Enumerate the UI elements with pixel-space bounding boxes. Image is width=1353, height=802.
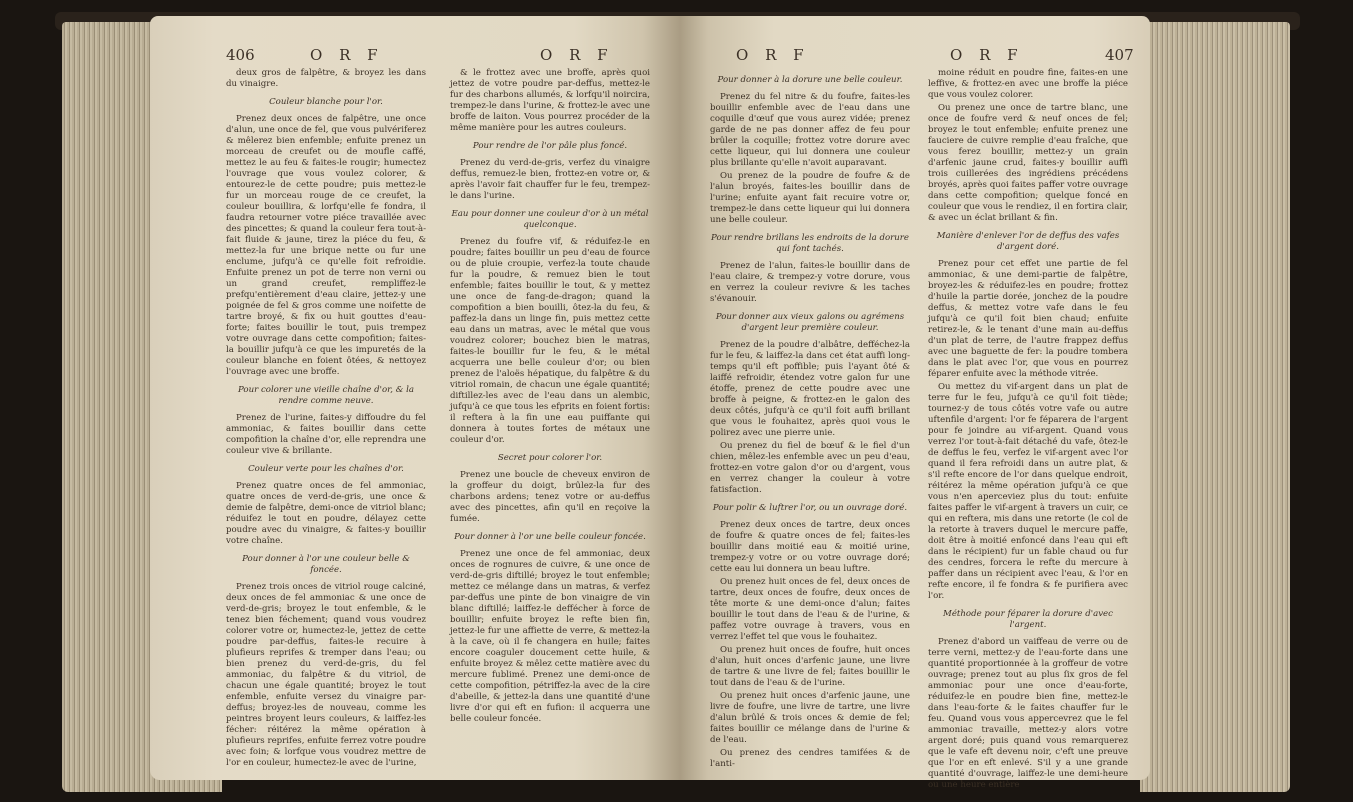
right-running-head: O R F: [736, 46, 810, 64]
paragraph: Prenez d'abord un vaiffeau de verre ou de terre verni, mettez-y de l'eau-forte dans une quantité proportionnée à la groffeur de votre ouvrage; prenez tout au plus ſix gros de fel ammoniac pour une once d'eau-forte, réduifez-le en poudre bien fine, mettez-le dans l'eau-forte & le faites chauffer fur le feu. Quand vous vous appercevrez que le fel ammoniac travaille, mettez-y alors votre argent doré; puis quand vous remarquerez que le vafe eft devenu noir, c'eft une preuve que l'or en eft enlevé. S'il y a une grande quantité d'ouvrage, laiffez-le une demi-heure ou une heure entière: [928, 637, 1128, 790]
section-heading: Pour donner à l'or une belle couleur foncée.: [454, 532, 646, 542]
section-heading: Méthode pour féparer la dorure d'avec l'argent.: [943, 609, 1113, 630]
section-heading: Pour polir & luftrer l'or, ou un ouvrage doré.: [712, 503, 908, 513]
paragraph: Prenez pour cet effet une partie de fel ammoniac, & une demi-partie de falpêtre, broyez-les & réduifez-les en poudre; frottez d'huile la partie dorée, jonchez de la poudre deffus, & mettez votre vafe dans le feu jufqu'à ce qu'il foit bien chaud; enfuite retirez-le, & le tenant d'une main au-deffus d'un plat de terre, de l'autre frappez deffus avec une baguette de fer: la poudre tombera dans le plat avec l'or, que vous en pourrez féparer enfuite avec la méthode vitrée.: [928, 259, 1128, 379]
left-page-number: 406: [226, 46, 255, 64]
section-heading: Pour donner à la dorure une belle couleur.: [717, 75, 903, 85]
paragraph: Prenez du verd-de-gris, verfez du vinaigre deffus, remuez-le bien, frottez-en votre or, & après l'avoir fait chauffer fur le feu, trempez-le dans l'urine.: [450, 158, 650, 201]
right-column-1: [710, 68, 910, 772]
paragraph: Prenez une boucle de cheveux environ de la groffeur du doigt, brûlez-la fur des charbons ardens; tenez votre or au-deffus avec des pincettes, afin qu'il en reçoive la fumée.: [450, 470, 650, 524]
section-heading: Eau pour donner une couleur d'or à un métal quelconque.: [451, 209, 649, 230]
paragraph: Prenez deux onces de tartre, deux onces de foufre & quatre onces de fel; faites-les bouillir dans moitié eau & moitié urine, trempez-y votre or ou votre ouvrage doré; cette eau lui donnera un beau luftre.: [710, 520, 910, 574]
left-running-head-col2: O R F: [540, 46, 614, 64]
paragraph: Prenez de la poudre d'albâtre, defféchez-la fur le feu, & laiffez-la dans cet état auffi long-temps qu'il eft poffible; puis l'ayant ôté & laiffé refroidir, étendez votre galon fur une étoffe, prenez de cette poudre avec une broffe à peigne, & frottez-en le galon des deux côtés, jufqu'à ce qu'il foit auffi brillant que vous le fouhaitez, après quoi vous le polirez avec une pierre unie.: [710, 340, 910, 438]
left-page: [150, 16, 680, 780]
paragraph: Ou prenez de la poudre de foufre & de l'alun broyés, faites-les bouillir dans de l'urine; enfuite ayant fait recuire votre or, trempez-le dans cette liqueur qui lui donnera une belle couleur.: [710, 171, 910, 225]
section-heading: Manière d'enlever l'or de deffus des vafes d'argent doré.: [936, 231, 1120, 252]
paragraph: Ou prenez huit onces de foufre, huit onces d'alun, huit onces d'arfenic jaune, une livre de tartre & une livre de fel; faites bouillir le tout dans de l'eau & de l'urine.: [710, 645, 910, 688]
right-page-edges: [1140, 22, 1290, 792]
left-column-1: [226, 68, 426, 771]
section-heading: Pour donner aux vieux galons ou agrémens d'argent leur première couleur.: [715, 312, 905, 333]
paragraph: Ou prenez du fiel de bœuf & le fiel d'un chien, mêlez-les enfemble avec un peu d'eau, frottez-en votre galon d'or ou d'argent, vous en verrez changer la couleur à votre fatisfaction.: [710, 441, 910, 495]
paragraph: Ou prenez une once de tartre blanc, une once de foufre verd & neuf onces de fel; broyez le tout enfemble; enfuite prenez une fauciere de cuivre remplie d'eau fraîche, que vous ferez bouillir, mettez-y un grain d'arfenic jaune crud, faites-y bouillir auffi trois cuillerées des ingrédiens précédens broyés, après quoi faites paffer votre ouvrage dans cette compofition; quelque foncé en couleur que vous le rendiez, il en fortira clair, & avec un éclat brillant & fin.: [928, 103, 1128, 223]
right-page-number: 407: [1105, 46, 1134, 64]
paragraph: Ou prenez des cendres tamifées & de l'anti-: [710, 748, 910, 769]
paragraph: Ou prenez huit onces de fel, deux onces de tartre, deux onces de foufre, deux onces de tête morte & une demi-once d'alun; faites bouillir le tout dans de l'eau & de l'urine, & paffez votre ouvrage à travers, vous en verrez l'effet tel que vous le fouhaitez.: [710, 577, 910, 642]
paragraph: deux gros de falpêtre, & broyez les dans du vinaigre.: [226, 68, 426, 89]
paragraph: Prenez de l'alun, faites-le bouillir dans de l'eau claire, & trempez-y votre dorure, vous en verrez la couleur revivre & les taches s'évanouir.: [710, 261, 910, 304]
paragraph: Prenez du foufre vif, & réduifez-le en poudre; faites bouillir un peu d'eau de fource ou de pluie croupie, verfez-la toute chaude fur la poudre, & remuez bien le tout enfemble; faites bouillir le tout, & y mettez une once de fang-de-dragon; quand la compofition a bien bouilli, ôtez-la du feu, & paffez-la dans un linge fin, puis mettez cette eau dans un matras, avec le métal que vous voudrez colorer; bouchez bien le matras, faites-le bouillir fur le feu, & le métal acquerra une belle couleur d'or; ou bien prenez de l'aloës hépatique, du falpêtre & du vitriol romain, de chacun une égale quantité; diftillez-les avec de l'eau dans un alembic, jufqu'à ce que tous les efprits en foient fortis: il reftera à la fin une eau puiffante qui donnera à toutes fortes de métaux une couleur d'or.: [450, 237, 650, 445]
paragraph: Ou mettez du vif-argent dans un plat de terre fur le feu, jufqu'à ce qu'il foit tiède; tournez-y de tous côtés votre vafe ou autre uftenfile d'argent: l'or fe féparera de l'argent pour fe joindre au vif-argent. Quand vous verrez l'or tout-à-fait détaché du vafe, ôtez-le de deffus le feu, verfez le vif-argent avec l'or quand il fera refroidi dans un autre plat, & s'il refte encore de l'or dans quelque endroit, réitérez la même opération jufqu'à ce que vous n'en aperceviez plus du tout: enfuite faites paffer le vif-argent à travers un cuir, ce qui en reftera, mis dans une retorte (le col de la retorte à travers duquel le mercure paffe, doit être à moitié enfoncé dans l'eau qui eft dans le récipient) fur un fable chaud ou fur des cendres, forcera le refte du mercure à paffer dans un récipient avec l'eau, & l'or en refte encore, il fe fondra & fe purifiera avec l'or.: [928, 382, 1128, 601]
right-page: [680, 16, 1150, 790]
paragraph: Prenez quatre onces de fel ammoniac, quatre onces de verd-de-gris, une once & demie de falpêtre, demi-once de vitriol blanc; réduifez le tout en poudre, délayez cette poudre avec du vinaigre, & faites-y bouillir votre chaîne.: [226, 481, 426, 546]
left-column-2: [450, 68, 650, 727]
paragraph: Prenez de l'urine, faites-y diffoudre du fel ammoniac, & faites bouillir dans cette compofition la chaîne d'or, elle reprendra une couleur vive & brillante.: [226, 413, 426, 456]
section-heading: Pour colorer une vieille chaîne d'or, & la rendre comme neuve.: [237, 385, 415, 406]
paragraph: Prenez deux onces de falpêtre, une once d'alun, une once de fel, que vous pulvériferez & mêlerez bien enfemble; enfuite prenez un morceau de creufet ou de moufle caffé, mettez le au feu & faites-le rougir; humectez l'ouvrage que vous voulez colorer, & entourez-le de cette poudre; puis mettez-le fur un morceau rouge de ce creufet, la couleur bouillira, & lorfqu'elle fe fondra, il faudra retourner votre piéce travaillée avec des pincettes; & quand la couleur fera tout-à-fait fluide & jaune, tirez la piéce du feu, & mettez-la fur une brique nette ou fur une enclume, jufqu'à ce qu'elle foit refroidie. Enfuite prenez un pot de terre non verni ou un grand creufet, rempliffez-le prefqu'entièrement d'eau claire, jettez-y une poignée de fel & gros comme une noifette de tartre broyé, & fix ou huit gouttes d'eau-forte; faites bouillir le tout, puis trempez votre ouvrage dans cette compofition; faites-la bouillir jufqu'à ce que les impuretés de la couleur blanche en foient ôtées, & nettoyez l'ouvrage avec une broffe.: [226, 114, 426, 377]
paragraph: Prenez une once de fel ammoniac, deux onces de rognures de cuivre, & une once de verd-de-gris diftillé; broyez le tout enfemble; mettez ce mélange dans un matras, & verfez par-deffus une pinte de bon vinaigre de vin blanc diftillé; laiffez-le deffécher à force de bouillir; enfuite broyez le refte bien fin, jettez-le fur une affiette de verre, & mettez-la à la cave, où il fe changera en huile; faites encore coaguler doucement cette huile, & enfuite broyez & mêlez cette matière avec du mercure fublimé. Prenez une demi-once de cette compofition, pétriffez-la avec de la cire d'abeille, & jettez-la dans une quantité d'une livre d'or qui eft en fufion: il acquerra une belle couleur foncée.: [450, 549, 650, 724]
paragraph: & le frottez avec une broffe, après quoi jettez de votre poudre par-deffus, mettez-le fur des charbons allumés, & lorfqu'il noircira, trempez-le dans l'urine, & frottez-le avec une broffe de laiton. Vous pourrez procéder de la même manière pour les autres couleurs.: [450, 68, 650, 133]
right-running-head-col2: O R F: [950, 46, 1024, 64]
section-heading: Couleur verte pour les chaînes d'or.: [248, 464, 404, 474]
section-heading: Secret pour colorer l'or.: [497, 453, 603, 463]
section-heading: Pour rendre brillans les endroits de la dorure qui font tachés.: [711, 233, 909, 254]
left-running-head: O R F: [310, 46, 384, 64]
paragraph: moine réduit en poudre fine, faites-en une leffive, & frottez-en avec une broffe la piéce que vous voulez colorer.: [928, 68, 1128, 100]
section-heading: Couleur blanche pour l'or.: [269, 97, 383, 107]
section-heading: Pour donner à l'or une couleur belle & foncée.: [242, 554, 410, 575]
right-column-2: [928, 68, 1128, 793]
paragraph: Prenez trois onces de vitriol rouge calciné, deux onces de fel ammoniac & une once de verd-de-gris; broyez le tout enfemble, & le tenez bien féchement; quand vous voudrez colorer votre or, humectez-le, jettez de cette poudre par-deffus, faites-le recuire à plufieurs reprifes & tremper dans l'eau; ou bien prenez du verd-de-gris, du fel ammoniac, du falpêtre & du vitriol, de chacun une égale quantité; broyez le tout enfemble, enfuite versez du vinaigre par-deffus; broyez-les de nouveau, comme les peintres broyent leurs couleurs, & laiffez-les fécher: réitérez la même opération à plufieurs reprifes, enfuite ferrez votre poudre avec foin; & lorfque vous voudrez mettre de l'or en couleur, humectez-le avec de l'urine,: [226, 582, 426, 768]
section-heading: Pour rendre de l'or pâle plus foncé.: [472, 141, 628, 151]
paragraph: Ou prenez huit onces d'arfenic jaune, une livre de foufre, une livre de tartre, une livre d'alun brûlé & trois onces & demie de fel; faites bouillir ce mélange dans de l'urine & de l'eau.: [710, 691, 910, 745]
paragraph: Prenez du fel nitre & du foufre, faites-les bouillir enfemble avec de l'eau dans une coquille d'œuf que vous aurez vidée; prenez garde de ne pas donner affez de feu pour brûler la coquille; frottez votre dorure avec cette liqueur, qui lui donnera une couleur plus brillante qu'elle n'avoit auparavant.: [710, 92, 910, 168]
